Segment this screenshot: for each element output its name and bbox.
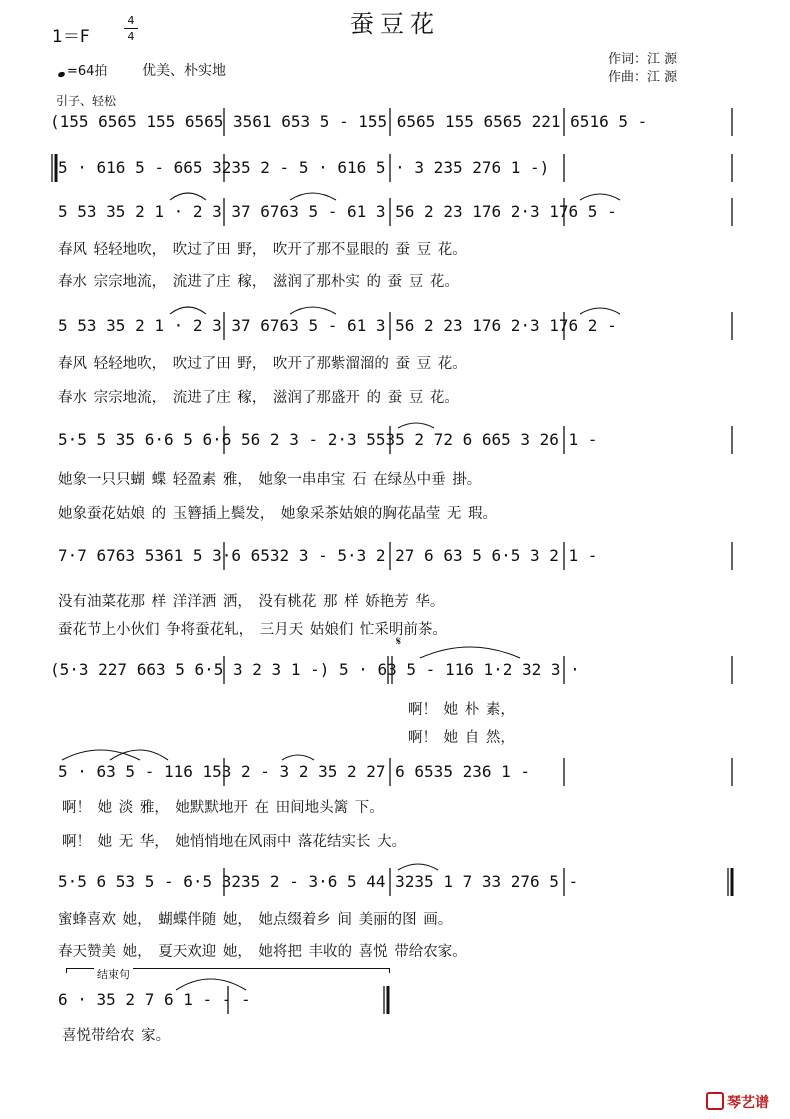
logo-icon <box>706 1092 724 1110</box>
lyric-line: 啊！ 她 淡 雅， 她默默地开 在 田间地头篱 下。 <box>62 800 384 816</box>
slur <box>170 193 206 200</box>
slur <box>282 755 314 760</box>
song-title: 蚕豆花 <box>350 10 440 38</box>
lyric-line: 春水 宗宗地流， 流进了庄 稼， 滋润了那朴实 的 蚕 豆 花。 <box>58 274 459 290</box>
ending-label: 结束句 <box>94 966 133 982</box>
music-row-1: (155 6565 155 6565 3561 653 5 - 155 6565 155 6565 221 6516 5 - <box>50 112 648 131</box>
music-row-4: 5 53 35 2 1 · 2 3 37 6763 5 - 61 3 56 2 23 176 2·3 176 2 - <box>58 316 617 335</box>
lyric-line: 啊！ 她 无 华， 她悄悄地在风雨中 落花结实长 大。 <box>62 834 407 850</box>
time-signature-top: 4 <box>127 14 135 27</box>
music-row-2: 5 · 616 5 - 665 3235 2 - 5 · 616 5 · 3 235 276 1 -) <box>58 158 550 177</box>
music-row-8: 5 · 63 5 - 116 153 2 - 3 2 35 2 27 6 6535 236 1 - <box>58 762 531 781</box>
lyric-line: 喜悦带给农 家。 <box>62 1028 171 1044</box>
expression-marking: 优美、朴实地 <box>142 63 226 79</box>
lyric-line: 蜜蜂喜欢 她， 蝴蝶伴随 她， 她点缀着乡 间 美丽的图 画。 <box>58 912 453 928</box>
lyric-line: 啊！ 她 自 然， <box>408 730 515 746</box>
segno-icon: 𝄋 <box>396 634 402 648</box>
lyricist-credit: 作词：江 源 <box>608 52 678 67</box>
time-signature-bottom: 4 <box>127 30 135 43</box>
slur <box>170 307 206 314</box>
lyric-line: 春风 轻轻地吹， 吹过了田 野， 吹开了那紫溜溜的 蚕 豆 花。 <box>58 356 467 372</box>
slur <box>580 194 620 200</box>
watermark <box>706 1092 769 1112</box>
lyric-line: 春天赞美 她， 夏天欢迎 她， 她将把 丰收的 喜悦 带给农家。 <box>58 944 467 960</box>
music-row-10: 6 · 35 2 7 6 1 - - - <box>58 990 251 1009</box>
lyric-line: 没有油菜花那 样 洋洋洒 洒， 没有桃花 那 样 娇艳芳 华。 <box>58 594 445 610</box>
lyric-line: 她象蚕花姑娘 的 玉簪插上鬓发， 她象采茶姑娘的胸花晶莹 无 瑕。 <box>58 506 498 522</box>
slur <box>580 308 620 314</box>
lyric-line: 春风 轻轻地吹， 吹过了田 野， 吹开了那不显眼的 蚕 豆 花。 <box>58 242 467 258</box>
composer-credit: 作曲：江 源 <box>608 70 678 85</box>
music-row-7: (5·3 227 663 5 6·5 3 2 3 1 -) 5 · 63 5 - 116 1·2 32 3 · <box>50 660 580 679</box>
lyric-line: 啊！ 她 朴 素， <box>408 702 515 718</box>
intro-label: 引子、轻松 <box>56 94 117 108</box>
slur <box>290 193 336 200</box>
slur <box>110 750 168 760</box>
music-row-9: 5·5 6 53 5 - 6·5 3235 2 - 3·6 5 44 3235 1 7 33 276 5 - <box>58 872 579 891</box>
watermark-text: 琴艺谱 <box>727 1095 769 1111</box>
music-row-3: 5 53 35 2 1 · 2 3 37 6763 5 - 61 3 56 2 23 176 2·3 176 5 - <box>58 202 617 221</box>
key-signature: 1＝F <box>52 27 90 47</box>
music-row-6: 7·7 6763 5361 5 3·6 6532 3 - 5·3 2 27 6 63 5 6·5 3 2 1 - <box>58 546 598 565</box>
lyric-line: 蚕花节上小伙们 争将蚕花轧， 三月天 姑娘们 忙采明前茶。 <box>58 622 447 638</box>
slur <box>398 423 434 428</box>
lyric-line: 她象一只只蝴 蝶 轻盈素 雅， 她象一串串宝 石 在绿丛中垂 掛。 <box>58 472 482 488</box>
slur <box>420 647 520 658</box>
slur <box>290 307 336 314</box>
tempo-text: =64拍 <box>67 64 108 79</box>
lyric-line: 春水 宗宗地流， 流进了庄 稼， 滋润了那盛开 的 蚕 豆 花。 <box>58 390 459 406</box>
slur <box>176 979 246 990</box>
music-row-5: 5·5 5 35 6·6 5 6·6 56 2 3 - 2·3 5535 2 72 6 665 3 26 1 - <box>58 430 598 449</box>
slur <box>398 864 438 870</box>
